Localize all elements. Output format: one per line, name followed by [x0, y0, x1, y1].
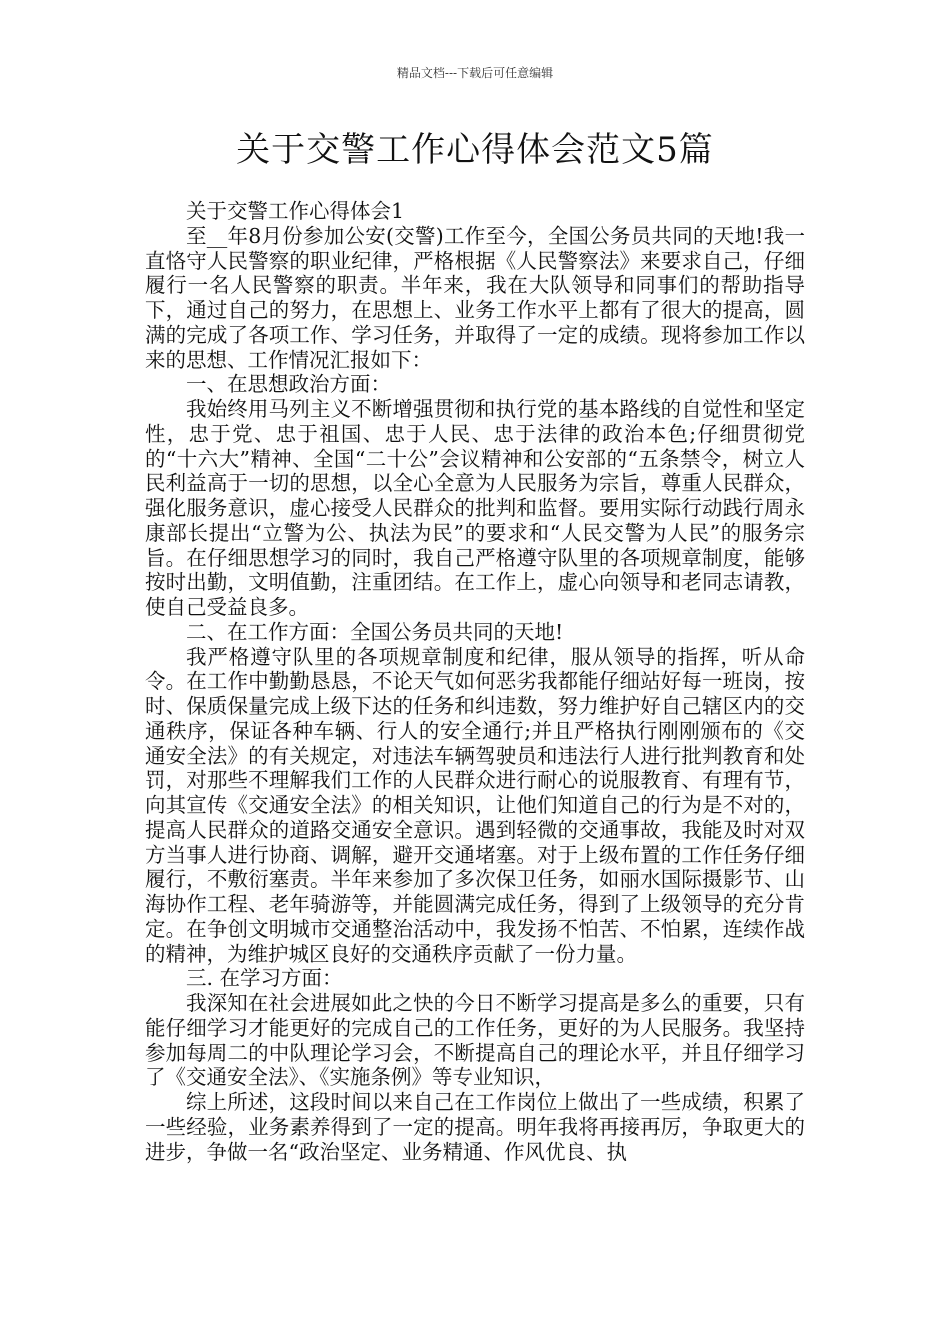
document-body — [145, 199, 805, 1164]
document-title: 关于交警工作心得体会范文5篇 — [236, 130, 714, 170]
page-header-note: 精品文档---下载后可任意编辑 — [396, 66, 554, 80]
body-paragraph: 我深知在社会进展如此之快的今日不断学习提高是多么的重要，只有能仔细学习才能更好的完成自己的工作任务，更好的为人民服务。我坚持参加每周二的中队理论学习会，不断提高自己的理论水平，并且仔细学习了《交通安全法》、《实施条例》等专业知识， — [145, 991, 805, 1090]
body-paragraph: 我严格遵守队里的各项规章制度和纪律，服从领导的指挥，听从命令。在工作中勤勤恳恳，不论天气如何恶劣我都能仔细站好每一班岗，按时、保质保量完成上级下达的任务和纠违数，努力维护好自己辖区内的交通秩序，保证各种车辆、行人的安全通行;并且严格执行刚刚颁布的《交通安全法》的有关规定，对违法车辆驾驶员和违法行人进行批判教育和处罚，对那些不理解我们工作的人民群众进行耐心的说服教育、有理有节，向其宣传《交通安全法》的相关知识，让他们知道自己的行为是不对的，提高人民群众的道路交通安全意识。遇到轻微的交通事故，我能及时对双方当事人进行协商、调解，避开交通堵塞。对于上级布置的工作任务仔细履行，不敷衍塞责。半年来参加了多次保卫任务，如丽水国际摄影节、山海协作工程、老年骑游等，并能圆满完成任务，得到了上级领导的充分肯定。在争创文明城市交通整治活动中，我发扬不怕苦、不怕累，连续作战的精神，为维护城区良好的交通秩序贡献了一份力量。 — [145, 644, 805, 966]
subsection-heading: 三. 在学习方面： — [186, 966, 343, 991]
section-heading: 关于交警工作心得体会1 — [186, 199, 405, 223]
body-paragraph: 综上所述，这段时间以来自己在工作岗位上做出了一些成绩，积累了一些经验，业务素养得到了一定的提高。明年我将再接再厉，争取更大的进步，争做一名“政治坚定、业务精通、作风优良、执 — [145, 1090, 805, 1164]
subsection-heading: 一、在思想政治方面： — [186, 372, 391, 397]
body-paragraph: 我始终用马列主义不断增强贯彻和执行党的基本路线的自觉性和坚定性，忠于党、忠于祖国、忠于人民、忠于法律的政治本色;仔细贯彻党的“十六大”精神、全国“二十公”会议精神和公安部的“五条禁令，树立人民利益高于一切的思想，以全心全意为人民服务为宗旨，尊重人民群众，强化服务意识，虚心接受人民群众的批判和监督。要用实际行动践行周永康部长提出“立警为公、执法为民”的要求和“人民交警为人民”的服务宗旨。在仔细思想学习的同时，我自己严格遵守队里的各项规章制度，能够按时出勤，文明值勤，注重团结。在工作上，虚心向领导和老同志请教，使自己受益良多。 — [145, 397, 805, 619]
subsection-heading: 二、在工作方面：全国公务员共同的天地! — [186, 619, 564, 644]
body-paragraph: 至__年8月份参加公安(交警)工作至今，全国公务员共同的天地!我一直恪守人民警察的职业纪律，严格根据《人民警察法》来要求自己，仔细履行一名人民警察的职责。半年来，我在大队领导和同事们的帮助指导下，通过自己的努力，在思想上、业务工作水平上都有了很大的提高，圆满的完成了各项工作、学习任务，并取得了一定的成绩。现将参加工作以来的思想、工作情况汇报如下： — [145, 223, 805, 372]
